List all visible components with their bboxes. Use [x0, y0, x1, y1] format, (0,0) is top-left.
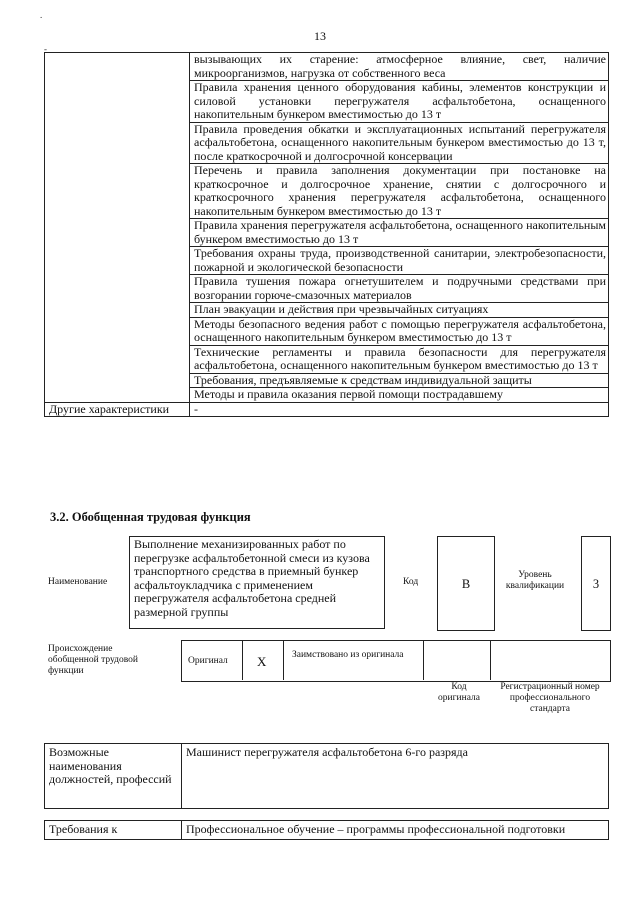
origin-label: Происхождение обобщенной трудовой функции [48, 644, 138, 676]
requirements-value: Профессиональное обучение – программы профессиональной подготовки [182, 821, 609, 840]
origin-original-mark: X [257, 654, 267, 669]
knowledge-table [44, 52, 609, 417]
gtf-code-box [437, 536, 495, 631]
knowledge-item: Правила хранения ценного оборудования кабины, элементов конструкции и силовой установки перегружателя асфальтобетона, оснащенного накопительным бункером вместимостью до 13 т [190, 81, 609, 123]
table-row [45, 821, 609, 840]
gtf-code-label: Код [403, 577, 419, 587]
required-knowledge-label-cell [45, 53, 190, 403]
page-number: 13 [314, 29, 326, 43]
knowledge-item: План эвакуации и действия при чрезвычайных ситуациях [190, 303, 609, 318]
origin-code-original-label: Код оригинала [438, 682, 480, 703]
knowledge-item: Методы и правила оказания первой помощи пострадавшему [190, 388, 609, 403]
gtf-level-label: Уровень квалификации [505, 570, 565, 591]
knowledge-item: вызывающих их старение: атмосферное влияние, свет, наличие микроорганизмов, нагрузка от собственного веса [190, 53, 609, 81]
knowledge-item: Правила хранения перегружателя асфальтобетона, оснащенного накопительным бункером вместимостью до 13 т [190, 219, 609, 247]
positions-label: Возможные наименования должностей, профессий [45, 744, 182, 809]
other-characteristics-value: - [190, 402, 609, 417]
gtf-level-value: 3 [592, 577, 600, 591]
table-row [45, 744, 609, 809]
knowledge-item: Методы безопасного ведения работ с помощью перегружателя асфальтобетона, оснащенного накопительным бункером вместимостью до 13 т [190, 317, 609, 345]
origin-reg-number-label: Регистрационный номер профессионального стандарта [500, 682, 600, 714]
corner-mark: . [40, 10, 43, 20]
knowledge-item: Правила тушения пожара огнетушителем и подручными средствами при возгорании горюче-смазочных материалов [190, 275, 609, 303]
table-row [45, 53, 609, 81]
knowledge-item: Правила проведения обкатки и эксплуатационных испытаний перегружателя асфальтобетона, оснащенного накопительным бункером вместимостью до 13 т, после краткосрочной и долгосрочной консервации [190, 122, 609, 164]
knowledge-item: Перечень и правила заполнения документации при постановке на краткосрочное и долгосрочное хранение, снятии с долгосрочного и краткосрочного хранения перегружателя асфальтобетона, оснащенного накопительным бункером вместимостью до 13 т [190, 164, 609, 219]
positions-value: Машинист перегружателя асфальтобетона 6-го разряда [182, 744, 609, 809]
origin-borrowed-label: Заимствовано из оригинала [292, 650, 404, 660]
gtf-name-value: Выполнение механизированных работ по перегрузке асфальтобетонной смеси из кузова транспортного средства в приемный бункер асфальтоукладчика с применением перегружателя асфальтобетона средней размерной группы [129, 536, 385, 629]
gtf-level-box [581, 536, 611, 631]
requirements-label: Требования к [45, 821, 182, 840]
knowledge-item: Требования охраны труда, производственной санитарии, электробезопасности, пожарной и экологической безопасности [190, 247, 609, 275]
other-characteristics-label: Другие характеристики [45, 402, 190, 417]
knowledge-item: Технические регламенты и правила безопасности для перегружателя асфальтобетона, оснащенного накопительным бункером вместимостью до 13 т [190, 345, 609, 373]
origin-original-label: Оригинал [188, 656, 228, 666]
origin-divider [242, 641, 243, 680]
knowledge-item: Требования, предъявляемые к средствам индивидуальной защиты [190, 373, 609, 388]
positions-table [44, 743, 609, 809]
origin-divider [283, 641, 284, 680]
origin-row [181, 640, 611, 682]
table-row [45, 402, 609, 417]
section-title: 3.2. Обобщенная трудовая функция [50, 510, 251, 524]
corner-mark: - [44, 44, 47, 54]
gtf-name-label: Наименование [48, 577, 108, 587]
origin-divider [490, 641, 491, 680]
requirements-table [44, 820, 609, 840]
gtf-code-value: B [461, 577, 471, 591]
origin-divider [423, 641, 424, 680]
